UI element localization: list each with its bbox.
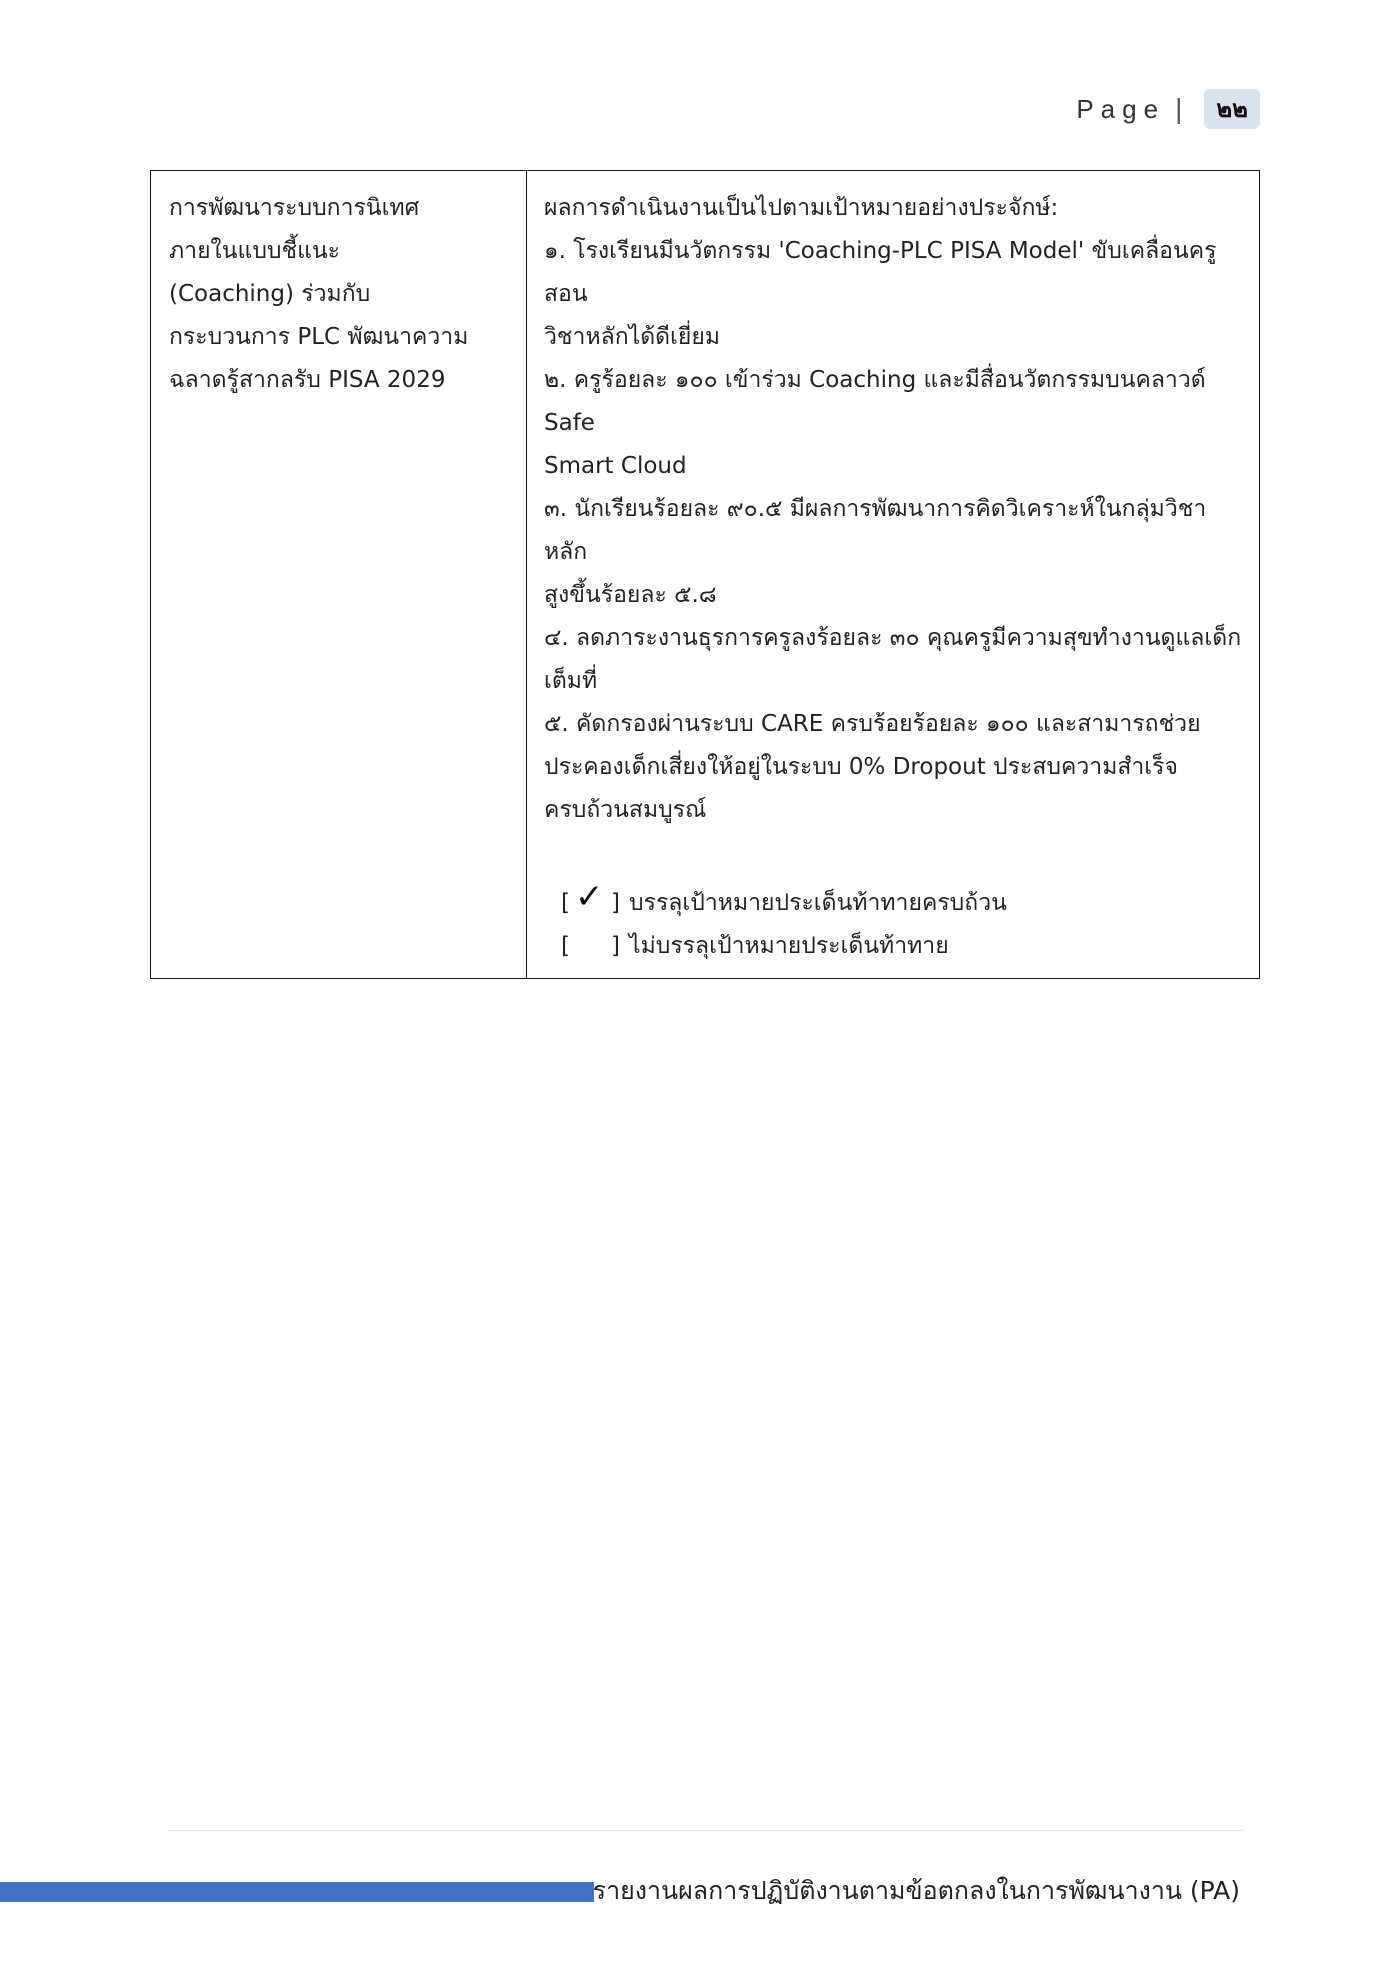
page-number-badge: ๒๒ xyxy=(1204,89,1260,129)
page-header xyxy=(1076,88,1260,130)
result-line-12: ครบถ้วนสมบูรณ์ xyxy=(544,797,707,823)
result-line-4: ๒. ครูร้อยละ ๑๐๐ เข้าร่วม Coaching และมีสื่อนวัตกรรมบนคลาวด์ Safe xyxy=(544,367,1206,436)
result-line-3: วิชาหลักได้ดีเยี่ยม xyxy=(544,324,721,350)
page-label: Page xyxy=(1076,93,1166,124)
challenge-topic-cell xyxy=(151,171,527,979)
result-line-6: ๓. นักเรียนร้อยละ ๙๐.๕ มีผลการพัฒนาการคิดวิเคราะห์ในกลุ่มวิชาหลัก xyxy=(544,496,1207,565)
topic-line-2: ภายในแบบชี้แนะ xyxy=(169,238,341,264)
result-line-2: ๑. โรงเรียนมีนวัตกรรม 'Coaching-PLC PISA Model' ขับเคลื่อนครูสอน xyxy=(544,238,1217,307)
page-separator: | xyxy=(1175,93,1183,124)
result-line-10: ๕. คัดกรองผ่านระบบ CARE ครบร้อยร้อยละ ๑๐๐ และสามารถช่วย xyxy=(544,711,1201,737)
checkbox-achieved-label: บรรลุเป้าหมายประเด็นท้าทายครบถ้วน xyxy=(629,890,1007,916)
topic-line-3: (Coaching) ร่วมกับ xyxy=(169,281,371,307)
result-line-7: สูงขึ้นร้อยละ ๕.๘ xyxy=(544,582,717,608)
topic-line-1: การพัฒนาระบบการนิเทศ xyxy=(169,195,420,221)
checkbox-not-achieved[interactable]: [ ] ไม่บรรลุเป้าหมายประเด็นท้าทาย xyxy=(544,925,1243,968)
topic-line-4: กระบวนการ PLC พัฒนาความ xyxy=(169,324,469,350)
result-line-9: เต็มที่ xyxy=(544,668,598,694)
checkbox-not-achieved-label: ไม่บรรลุเป้าหมายประเด็นท้าทาย xyxy=(629,933,949,959)
topic-line-5: ฉลาดรู้สากลรับ PISA 2029 xyxy=(169,367,446,393)
footer-divider xyxy=(168,1830,1244,1831)
result-cell xyxy=(527,171,1260,979)
table-row xyxy=(151,171,1260,979)
footer-title: รายงานผลการปฏิบัติงานตามข้อตกลงในการพัฒนางาน (PA) xyxy=(592,1876,1240,1905)
checkbox-achieved[interactable]: [ ✓ ] บรรลุเป้าหมายประเด็นท้าทายครบถ้วน xyxy=(544,882,1243,925)
check-mark-icon: ✓ xyxy=(575,876,604,917)
result-line-1: ผลการดำเนินงานเป็นไปตามเป้าหมายอย่างประจักษ์: xyxy=(544,195,1059,221)
challenge-result-table xyxy=(150,170,1260,979)
footer-accent-bar xyxy=(0,1882,594,1902)
spacer xyxy=(544,832,1243,882)
result-line-5: Smart Cloud xyxy=(544,453,687,479)
result-line-8: ๔. ลดภาระงานธุรการครูลงร้อยละ ๓๐ คุณครูมีความสุขทำงานดูแลเด็ก xyxy=(544,625,1242,651)
result-line-11: ประคองเด็กเสี่ยงให้อยู่ในระบบ 0% Dropout ประสบความสำเร็จ xyxy=(544,754,1178,780)
